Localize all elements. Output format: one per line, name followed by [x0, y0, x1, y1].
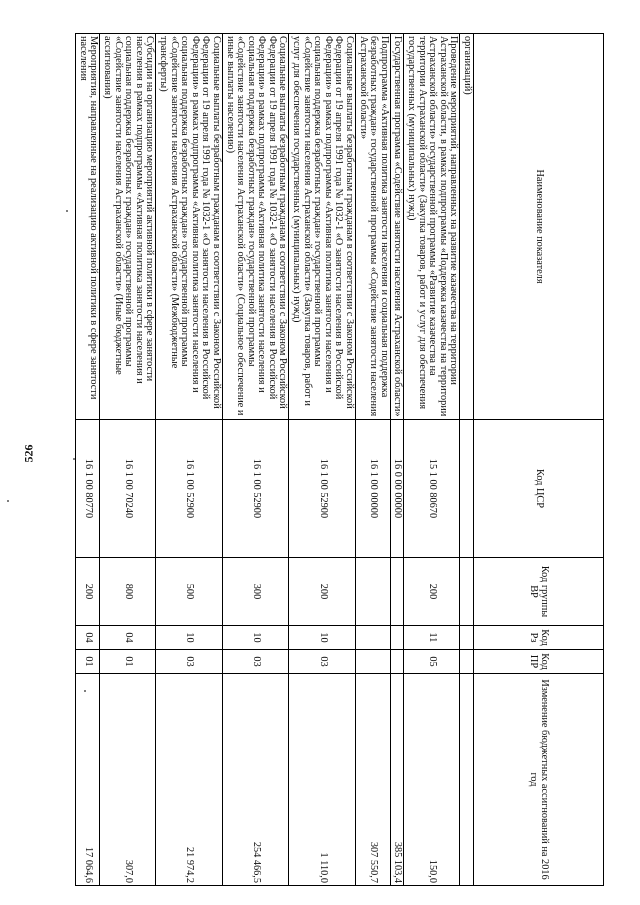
- table-row: [100, 34, 156, 886]
- row-value: 1 110,0: [289, 674, 356, 886]
- row-csr: 15 1 00 80670: [404, 420, 460, 558]
- row-vr: [460, 558, 474, 626]
- row-pr: [390, 650, 404, 674]
- row-csr: 16 1 00 52900: [222, 420, 289, 558]
- row-name: Социальные выплаты безработным гражданам в соответствии с Законом Российской Федерации от 19 апреля 1991 года № 1032-1 «О занятости населения в Российской Федерации» в рамках подпрограммы «Активная политика занятости населения и социальная поддержка безработных граждан» государственной программы «Содействие занятости населения Астраханской области» (Закупка товаров, работ и услуг для обеспечения государственных (муниципальных) нужд): [289, 34, 356, 420]
- row-name: организаций): [460, 34, 474, 420]
- row-pr: [356, 650, 391, 674]
- rotated-table-container: [77, 33, 604, 885]
- row-value: 17 064,6: [76, 674, 100, 886]
- row-vr: 200: [289, 558, 356, 626]
- row-value: 307 550,7: [356, 674, 391, 886]
- header-vr: Код группы ВР: [474, 558, 604, 626]
- row-name: Субсидии на организацию мероприятий активной политики в сфере занятости населения в рамках подпрограммы «Активная политика занятости населения и социальная поддержка безработных граждан» государственной программы «Содействие занятости населения Астраханской области» (Иные бюджетные ассигнования): [100, 34, 156, 420]
- row-csr: 16 0 00 00000: [390, 420, 404, 558]
- row-rz: [390, 626, 404, 650]
- row-rz: 10: [222, 626, 289, 650]
- row-name: Проведение мероприятий, направленных на развитие казачества на территории Астраханской области, в рамках подпрограммы «Поддержка казачества на территории Астраханской области» государственной программы «Развитие казачества на территории Астраханской области» (Закупка товаров, работ и услуг для обеспечения государственных (муниципальных) нужд): [404, 34, 460, 420]
- header-rz: Код Рз: [474, 626, 604, 650]
- row-value: 385 103,4: [390, 674, 404, 886]
- row-rz: 11: [404, 626, 460, 650]
- table-row: [156, 34, 223, 886]
- table-row: [222, 34, 289, 886]
- header-csr: Код ЦСР: [474, 420, 604, 558]
- row-name: Мероприятия, направленные на реализацию активной политики в сфере занятости населения: [76, 34, 100, 420]
- row-pr: 01: [76, 650, 100, 674]
- row-pr: 01: [100, 650, 156, 674]
- row-value: 254 466,5: [222, 674, 289, 886]
- row-rz: 10: [156, 626, 223, 650]
- table-row: [76, 34, 100, 886]
- row-vr: 200: [76, 558, 100, 626]
- table-row: [390, 34, 404, 886]
- header-pr: Код ПР: [474, 650, 604, 674]
- row-pr: 03: [289, 650, 356, 674]
- row-csr: 16 1 00 00000: [356, 420, 391, 558]
- row-vr: 200: [404, 558, 460, 626]
- table-header-row: [474, 34, 604, 886]
- row-value: 21 974,2: [156, 674, 223, 886]
- row-vr: 800: [100, 558, 156, 626]
- row-csr: 16 1 00 80770: [76, 420, 100, 558]
- scan-speck: [7, 500, 9, 502]
- row-rz: 10: [289, 626, 356, 650]
- row-csr: [460, 420, 474, 558]
- row-rz: [356, 626, 391, 650]
- row-pr: 03: [222, 650, 289, 674]
- row-value: 150,0: [404, 674, 460, 886]
- row-csr: 16 1 00 52900: [156, 420, 223, 558]
- row-pr: 05: [404, 650, 460, 674]
- row-vr: 500: [156, 558, 223, 626]
- row-name: Государственная программа «Содействие занятости населения Астраханской области»: [390, 34, 404, 420]
- table-row: [356, 34, 391, 886]
- row-csr: 16 1 00 52900: [289, 420, 356, 558]
- budget-table: [75, 33, 604, 886]
- row-value: [460, 674, 474, 886]
- row-rz: 04: [76, 626, 100, 650]
- row-name: Подпрограмма «Активная политика занятости населения и социальная поддержка безработных граждан» государственной программы «Содействие занятости населения Астраханской области»: [356, 34, 391, 420]
- row-name: Социальные выплаты безработным гражданам в соответствии с Законом Российской Федерации от 19 апреля 1991 года № 1032-1 «О занятости населения в Российской Федерации» в рамках подпрограммы «Активная политика занятости населения и социальная поддержка безработных граждан» государственной программы «Содействие занятости населения Астраханской области» (Межбюджетные трансферты): [156, 34, 223, 420]
- row-vr: [356, 558, 391, 626]
- row-csr: 16 1 00 70240: [100, 420, 156, 558]
- table-row: [289, 34, 356, 886]
- row-vr: [390, 558, 404, 626]
- header-change: Изменение бюджетных ассигнований на 2016 год: [474, 674, 604, 886]
- row-vr: 300: [222, 558, 289, 626]
- row-pr: 03: [156, 650, 223, 674]
- header-name: Наименование показателя: [474, 34, 604, 420]
- row-rz: [460, 626, 474, 650]
- row-name: Социальные выплаты безработным гражданам в соответствии с Законом Российской Федерации от 19 апреля 1991 года № 1032-1 «О занятости населения в Российской Федерации» в рамках подпрограммы «Активная политика занятости населения и социальная поддержка безработных граждан» государственной программы «Содействие занятости населения Астраханской области» (Социальное обеспечение и иные выплаты населению): [222, 34, 289, 420]
- page-number: 526: [21, 444, 36, 463]
- scan-speck: [66, 210, 68, 212]
- row-value: 307,0: [100, 674, 156, 886]
- table-row: [460, 34, 474, 886]
- table-row: [404, 34, 460, 886]
- row-pr: [460, 650, 474, 674]
- row-rz: 04: [100, 626, 156, 650]
